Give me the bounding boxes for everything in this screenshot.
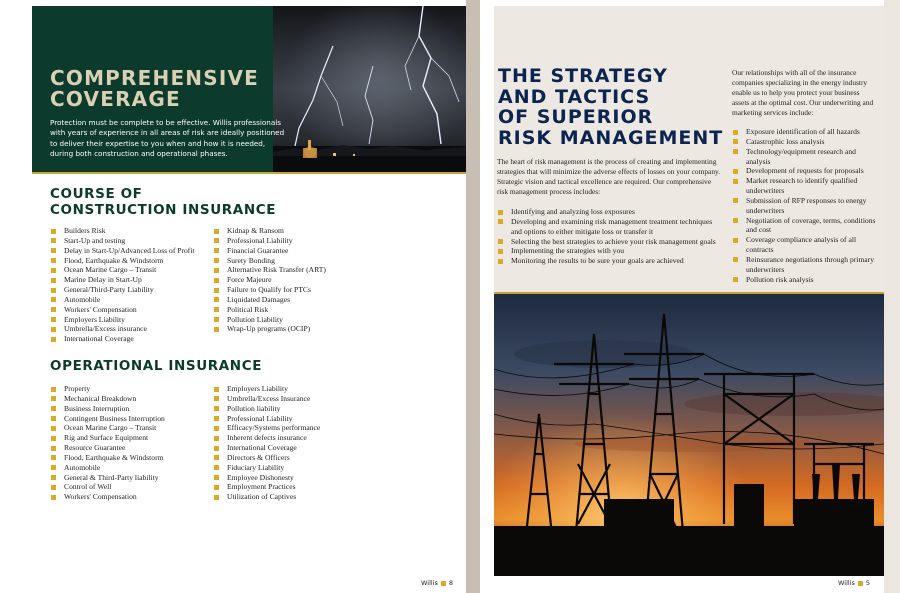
list-item: Efficacy/Systems performance [213, 423, 320, 433]
list-item: Negotiation of coverage, terms, conditions and cost [732, 216, 878, 236]
list-item: Workers' Compensation [50, 305, 195, 315]
spine-strip-right [884, 0, 900, 593]
list-item: Ocean Marine Cargo – Transit [50, 265, 195, 275]
list-item: International Coverage [50, 334, 195, 344]
list-item: Ocean Marine Cargo – Transit [50, 423, 165, 433]
list-item: Automobile [50, 463, 165, 473]
title-line-4: RISK MANAGEMENT [498, 126, 724, 149]
list-item: Liquidated Damages [213, 295, 326, 305]
lightning-storm-photo [273, 6, 466, 172]
list-item: Coverage compliance analysis of all contracts [732, 235, 878, 255]
construction-list-col1 [50, 226, 195, 344]
construction-insurance-heading [50, 187, 350, 218]
list-item: Technology/equipment research and analysis [732, 147, 878, 167]
title-line-1: THE STRATEGY [498, 65, 668, 87]
list-item: Pollution liability [213, 404, 320, 414]
services-list [732, 127, 878, 285]
footer-brand: Willis [421, 579, 438, 587]
title-line-1: COMPREHENSIVE [50, 66, 260, 90]
title-line-2: COVERAGE [50, 87, 181, 111]
list-item: Builders Risk [50, 226, 195, 236]
coverage-intro-text: Protection must be complete to be effective. Willis professionals with years of experience in all areas of risk are ideally positioned to deliver their expertise to you when and how it is needed, during both construction and operational phases. [50, 118, 285, 158]
list-item: Flood, Earthquake & Windstorm [50, 256, 195, 266]
construction-heading-line-2: CONSTRUCTION INSURANCE [50, 201, 277, 218]
strategies-list [497, 207, 723, 266]
list-item: Mechanical Breakdown [50, 394, 165, 404]
list-item: Force Majeure [213, 275, 326, 285]
list-item: Developing and examining risk management treatment techniques and options to either mitigate loss or transfer it [497, 217, 723, 237]
list-item: Marine Delay in Start-Up [50, 275, 195, 285]
title-line-2: AND TACTICS [498, 85, 651, 108]
right-page [494, 0, 884, 593]
list-item: Implementing the strategies with you [497, 246, 723, 256]
operational-list-col1 [50, 384, 165, 502]
list-item: Employee Dishonesty [213, 473, 320, 483]
list-item: Exposure identification of all hazards [732, 127, 878, 137]
list-item: General/Third-Party Liability [50, 285, 195, 295]
list-item: Catastrophic loss analysis [732, 137, 878, 147]
title-line-3: OF SUPERIOR [498, 106, 654, 128]
list-item: Pollution Liability [213, 315, 326, 325]
list-item: Fiduciary Liability [213, 463, 320, 473]
strategy-tactics-title [498, 66, 728, 148]
list-item: Wrap-Up programs (OCIP) [213, 324, 326, 334]
list-item: Identifying and analyzing loss exposures [497, 207, 723, 217]
list-item: Kidnap & Ransom [213, 226, 326, 236]
footer-square-icon [858, 581, 863, 586]
power-tower-sunset-photo [494, 294, 884, 576]
list-item: Employers Liability [50, 315, 195, 325]
list-item: Control of Well [50, 482, 165, 492]
list-item: Alternative Risk Transfer (ART) [213, 265, 326, 275]
construction-list-col2 [213, 226, 326, 334]
list-item: Selecting the best strategies to achieve your risk management goals [497, 237, 723, 247]
list-item: International Coverage [213, 443, 320, 453]
list-item: General & Third-Party liability [50, 473, 165, 483]
list-item: Professional Liability [213, 414, 320, 424]
list-item: Utilization of Captives [213, 492, 320, 502]
operational-list-col2 [213, 384, 320, 502]
footer-brand: Willis [838, 579, 855, 587]
operational-insurance-heading: OPERATIONAL INSURANCE [50, 358, 263, 374]
list-item: Workers' Compensation [50, 492, 165, 502]
page-number: 5 [865, 579, 871, 587]
list-item: Financial Guarantee [213, 246, 326, 256]
list-item: Flood, Earthquake & Windstorm [50, 453, 165, 463]
list-item: Failure to Qualify for PTCs [213, 285, 326, 295]
construction-heading-line-1: COURSE OF [50, 186, 143, 202]
relationships-text: Our relationships with all of the insurance companies specializing in the energy industry enable us to help you protect your business assets at the optimal cost. Our underwriting and marketing services include: [732, 68, 874, 118]
list-item: Surety Bonding [213, 256, 326, 266]
list-item: Property [50, 384, 165, 394]
list-item: Start-Up and testing [50, 236, 195, 246]
list-item: Business Interruption [50, 404, 165, 414]
list-item: Resource Guarantee [50, 443, 165, 453]
list-item: Umbrella/Excess Insurance [213, 394, 320, 404]
left-page-footer [421, 579, 453, 587]
risk-management-intro: The heart of risk management is the process of creating and implementing strategies that will minimize the adverse effects of losses on your company. Strategic vision and tactical excellence are required. Our comprehensive risk management process includes: [497, 157, 721, 197]
spine-strip-left [466, 0, 480, 593]
list-item: Delay in Start-Up/Advanced Loss of Profit [50, 246, 195, 256]
list-item: Rig and Surface Equipment [50, 433, 165, 443]
list-item: Umbrella/Excess insurance [50, 324, 195, 334]
list-item: Political Risk [213, 305, 326, 315]
list-item: Reinsurance negotiations through primary underwriters [732, 255, 878, 275]
list-item: Market research to identify qualified underwriters [732, 176, 878, 196]
list-item: Employment Practices [213, 482, 320, 492]
gold-rule [32, 172, 466, 174]
list-item: Contingent Business Interruption [50, 414, 165, 424]
list-item: Development of requests for proposals [732, 166, 878, 176]
list-item: Pollution risk analysis [732, 275, 878, 285]
list-item: Employers Liability [213, 384, 320, 394]
page-number: 8 [448, 579, 454, 587]
footer-square-icon [441, 581, 446, 586]
right-page-footer [838, 579, 870, 587]
list-item: Automobile [50, 295, 195, 305]
list-item: Inherent defects insurance [213, 433, 320, 443]
list-item: Monitoring the results to be sure your goals are achieved [497, 256, 723, 266]
list-item: Professional Liability [213, 236, 326, 246]
list-item: Directors & Officers [213, 453, 320, 463]
list-item: Submission of RFP responses to energy underwriters [732, 196, 878, 216]
comprehensive-coverage-title [50, 68, 270, 110]
